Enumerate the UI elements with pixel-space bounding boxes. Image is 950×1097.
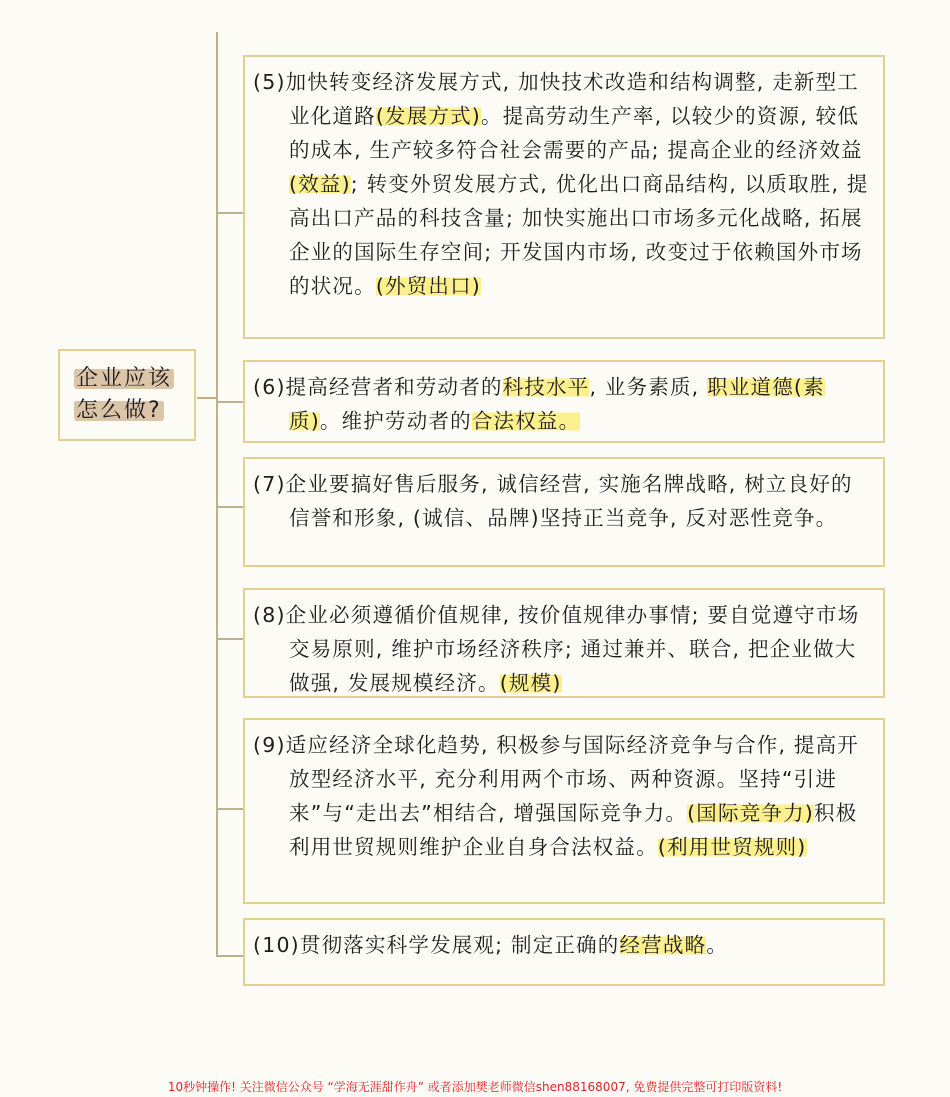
highlighted-keyword: 经营战略 xyxy=(619,933,707,957)
footer-promo-text: 10秒钟操作! 关注微信公众号 “学海无涯甜作舟” 或者添加樊老师微信shen88168007, 免费提供完整可打印版资料! xyxy=(167,1080,783,1094)
root-node xyxy=(58,349,196,441)
highlighted-keyword: (效益) xyxy=(289,172,351,196)
branch-node-text xyxy=(253,598,873,700)
branch-node-8 xyxy=(243,588,885,698)
node-text-segment: (5)加快转变经济发展方式, 加快技术改造和结构调整, 走新型工业化道路 xyxy=(253,70,860,128)
branch-node-9 xyxy=(243,718,885,904)
highlighted-keyword: 合法权益。 xyxy=(471,409,581,433)
branch-connector xyxy=(216,955,246,957)
branch-node-text xyxy=(253,728,873,864)
branch-node-text xyxy=(253,370,873,438)
node-text-segment: 。提高劳动生产率, 以较少的资源, 较低的成本, 生产较多符合社会需要的产品; 提高企业的经济效益 xyxy=(289,104,863,162)
branch-node-text xyxy=(253,467,873,535)
root-node-text xyxy=(74,363,174,427)
branch-connector xyxy=(216,401,246,403)
branch-node-10 xyxy=(243,918,885,986)
highlighted-keyword: (外贸出口) xyxy=(375,274,482,298)
branch-connector xyxy=(216,638,246,640)
highlighted-keyword: (国际竞争力) xyxy=(687,801,814,825)
node-text-segment: 积极利用世贸规则维护企业自身合法权益。 xyxy=(289,801,858,859)
branch-node-7 xyxy=(243,457,885,567)
node-text-segment: (10)贯彻落实科学发展观; 制定正确的 xyxy=(253,933,620,957)
node-text-segment: 。 xyxy=(706,933,729,957)
branch-node-5 xyxy=(243,55,885,339)
root-line-2: 怎么做? xyxy=(76,398,162,423)
highlighted-keyword: (规模) xyxy=(499,671,562,695)
node-text-segment: 。维护劳动者的 xyxy=(319,409,472,433)
node-text-segment: (7)企业要搞好售后服务, 诚信经营, 实施名牌战略, 树立良好的信誉和形象, (诚信、品牌)坚持正当竞争, 反对恶性竞争。 xyxy=(253,472,853,530)
highlighted-keyword: 职业道德(素质) xyxy=(289,375,825,433)
highlighted-keyword: (利用世贸规则) xyxy=(657,835,807,859)
branch-node-text xyxy=(253,65,873,303)
branch-node-text xyxy=(253,928,873,962)
branch-connector xyxy=(216,506,246,508)
highlighted-keyword: (发展方式) xyxy=(375,104,482,128)
branch-node-6 xyxy=(243,360,885,443)
root-line-1: 企业应该 xyxy=(76,366,173,391)
node-text-segment: (8)企业必须遵循价值规律, 按价值规律办事情; 要自觉遵守市场交易原则, 维护市场经济秩序; 通过兼并、联合, 把企业做大做强, 发展规模经济。 xyxy=(253,603,860,695)
branch-connector xyxy=(216,212,246,214)
node-text-segment: (6)提高经营者和劳动者的 xyxy=(253,375,503,399)
node-text-segment: ; 转变外贸发展方式, 优化出口商品结构, 以质取胜, 提高出口产品的科技含量; 加快实施出口市场多元化战略, 拓展企业的国际生存空间; 开发国内市场, 改变过于依赖国外市场的状况。 xyxy=(289,172,869,298)
node-text-segment: , 业务素质, xyxy=(589,375,708,399)
mindmap-trunk-line xyxy=(216,32,218,956)
highlighted-keyword: 科技水平 xyxy=(502,375,590,399)
root-connector xyxy=(197,397,217,399)
node-text-segment: (9)适应经济全球化趋势, 积极参与国际经济竞争与合作, 提高开放型经济水平, 充分利用两个市场、两种资源。坚持“引进来”与“走出去”相结合, 增强国际竞争力。 xyxy=(253,733,860,825)
branch-connector xyxy=(216,808,246,810)
